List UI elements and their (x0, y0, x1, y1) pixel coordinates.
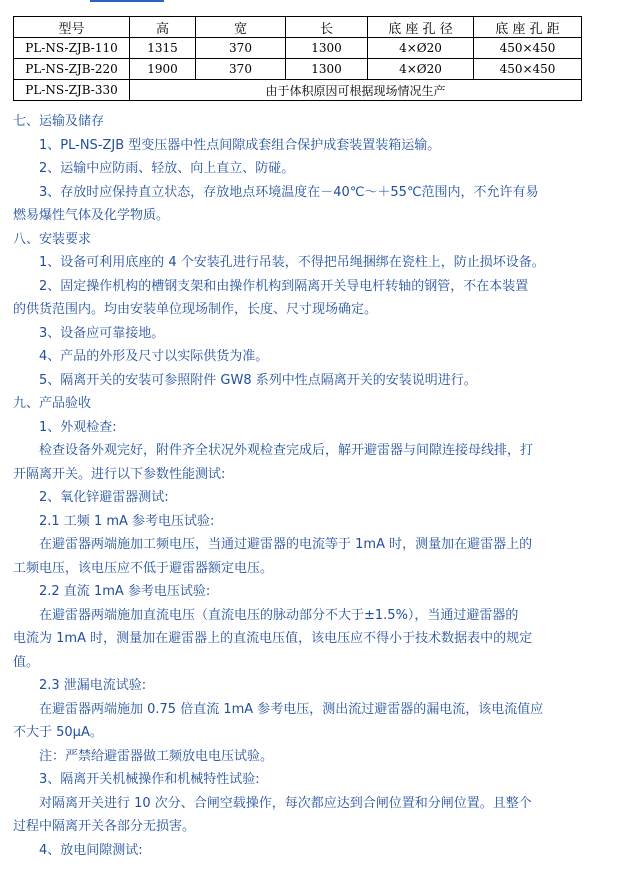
table-row (14, 80, 582, 101)
paragraph-line: 不大于 50μA。 (13, 725, 103, 740)
paragraph-line: 2、氧化锌避雷器测试: (39, 490, 169, 505)
paragraph-line: 检查设备外观完好，附件齐全状况外观检查完成后，解开避雷器与间隙连接母线排，打 (39, 443, 534, 458)
paragraph-line: 3、存放时应保持直立状态，存放地点环境温度在－40℃～＋55℃范围内，不允许有易 (39, 184, 539, 200)
paragraph-line: 1、外观检查: (39, 419, 117, 435)
section-heading: 七、运输及储存 (13, 114, 105, 129)
table-cell: 1300 (286, 59, 368, 80)
paragraph-line: 对隔离开关进行 10 次分、合闸空载操作，每次都应达到合闸位置和分闸位置。且整个 (39, 795, 532, 811)
paragraph-line: 在避雷器两端施加工频电压，当通过避雷器的电流等于 1mA 时，测量加在避雷器上的 (39, 537, 533, 552)
header-cell-height: 高 (130, 17, 196, 38)
table-cell: 450×450 (474, 59, 582, 80)
header-cell-hole-diameter: 底 座 孔 径 (368, 17, 474, 38)
paragraph-line: 值。 (13, 654, 40, 670)
table-cell: 450×450 (474, 38, 582, 59)
table-note-cell: 由于体积原因可根据现场情况生产 (130, 80, 582, 101)
paragraph-line: 2.1 工频 1 mA 参考电压试验: (39, 513, 215, 529)
table-cell: 370 (196, 38, 286, 59)
paragraph-line: 工频电压，该电压应不低于避雷器额定电压。 (13, 560, 274, 576)
paragraph-line: 在避雷器两端施加 0.75 倍直流 1mA 参考电压，测出流过避雷器的漏电流，该电流值应 (39, 701, 544, 717)
table-cell: 1900 (130, 59, 196, 80)
spec-table (13, 16, 582, 101)
table-cell: PL-NS-ZJB-330 (14, 80, 130, 101)
table-cell: PL-NS-ZJB-220 (14, 59, 130, 80)
table-cell: 4×Ø20 (368, 38, 474, 59)
paragraph-line: 注：严禁给避雷器做工频放电电压试验。 (39, 748, 274, 764)
table-row (14, 59, 582, 80)
section-heading: 九、产品验收 (13, 396, 92, 411)
header-cell-hole-spacing: 底 座 孔 距 (474, 17, 582, 38)
header-cell-model: 型号 (14, 17, 130, 38)
paragraph-line: 电流为 1mA 时，测量加在避雷器上的直流电压值，该电压应不得小于技术数据表中的规定 (13, 631, 533, 646)
paragraph-line: 4、产品的外形及尺寸以实际供货为准。 (39, 349, 269, 364)
paragraph-line: 2.3 泄漏电流试验: (39, 678, 147, 693)
paragraph-line: 的供货范围内。均由安装单位现场制作，长度、尺寸现场确定。 (13, 302, 378, 317)
paragraph-line: 4、放电间隙测试: (39, 842, 143, 858)
section-heading: 八、安装要求 (13, 231, 92, 247)
table-header-row (14, 17, 582, 38)
paragraph-line: 在避雷器两端施加直流电压（直流电压的脉动部分不大于±1.5%），当通过避雷器的 (39, 607, 519, 623)
document-body (13, 110, 573, 862)
paragraph-line: 过程中隔离开关各部分无损害。 (13, 819, 196, 834)
top-rule (90, 0, 164, 2)
table-cell: PL-NS-ZJB-110 (14, 38, 130, 59)
paragraph-line: 1、设备可利用底座的 4 个安装孔进行吊装，不得把吊绳捆绑在瓷柱上，防止损坏设备。 (39, 255, 545, 270)
paragraph-line: 开隔离开关。进行以下参数性能测试: (13, 466, 226, 482)
header-cell-width: 宽 (196, 17, 286, 38)
paragraph-line: 3、隔离开关机械操作和机械特性试验: (39, 772, 260, 787)
paragraph-line: 3、设备应可靠接地。 (39, 325, 165, 341)
paragraph-line: 2、固定操作机构的槽钢支架和由操作机构到隔离开关导电杆转轴的钢管，不在本装置 (39, 278, 529, 294)
table-cell: 370 (196, 59, 286, 80)
header-cell-length: 长 (286, 17, 368, 38)
paragraph-line: 燃易爆性气体及化学物质。 (13, 208, 170, 223)
table-cell: 1300 (286, 38, 368, 59)
table-cell: 1315 (130, 38, 196, 59)
paragraph-line: 5、隔离开关的安装可参照附件 GW8 系列中性点隔离开关的安装说明进行。 (39, 372, 477, 388)
table-row (14, 38, 582, 59)
paragraph-line: 2.2 直流 1mA 参考电压试验: (39, 584, 211, 599)
table-cell: 4×Ø20 (368, 59, 474, 80)
paragraph-line: 2、运输中应防雨、轻放、向上直立、防碰。 (39, 161, 295, 176)
paragraph-line: 1、PL-NS-ZJB 型变压器中性点间隙成套组合保护成套装置装箱运输。 (39, 137, 441, 153)
